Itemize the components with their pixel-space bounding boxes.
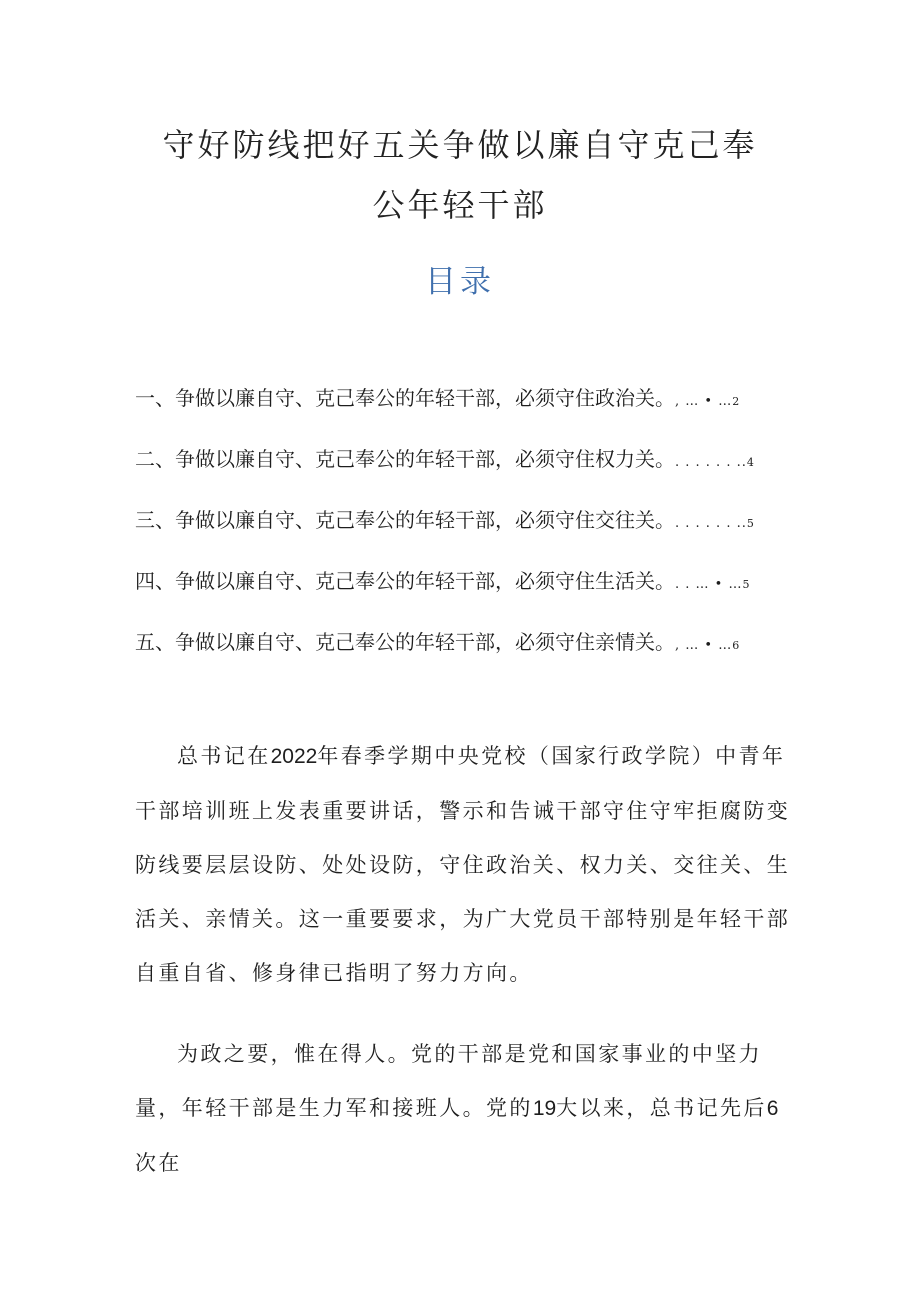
toc-entry[interactable] bbox=[135, 622, 815, 683]
para2-text-a: 为政之要，惟在得人。党的干部是党和国家事业的中坚力量，年轻干部是生力军和接班人。党的 bbox=[135, 1042, 762, 1120]
toc-entry-text: 二、争做以廉自守、克己奉公的年轻干部，必须守住权力关。 bbox=[135, 447, 675, 471]
para2-text-c: 次在 bbox=[135, 1151, 182, 1175]
toc-entry[interactable] bbox=[135, 439, 815, 500]
toc-entry-leader: , … • … bbox=[675, 394, 733, 409]
toc-entry-page: 6 bbox=[732, 639, 740, 652]
para1-year: 2022 bbox=[270, 745, 318, 768]
toc-entry-text: 一、争做以廉自守、克己奉公的年轻干部，必须守住政治关。 bbox=[135, 386, 675, 410]
toc-entry[interactable] bbox=[135, 500, 815, 561]
toc-entry-leader: . . . . . . .. bbox=[675, 516, 747, 531]
body-paragraph-2 bbox=[135, 1027, 800, 1190]
para1-text-b: 年春季学期中央党校（国家行政学院）中青年干部培训班上发表重要讲话，警示和告诫干部守住守牢拒腐防变防线要层层设防、处处设防，守住政治关、权力关、交往关、生活关、亲情关。这一重要要求，为广大党员干部特别是年轻干部自重自省、修身律已指明了努力方向。 bbox=[135, 744, 791, 985]
toc-entry[interactable] bbox=[135, 378, 815, 439]
toc-entry-page: 5 bbox=[742, 578, 750, 591]
toc-entry-page: 4 bbox=[746, 456, 754, 469]
document-title-line-1: 守好防线把好五关争做以廉自守克己奉 bbox=[162, 126, 758, 164]
toc-entry-leader: , … • … bbox=[675, 638, 733, 653]
toc-entry-leader: . . . . . . .. bbox=[675, 455, 747, 470]
toc-entry-page: 5 bbox=[746, 517, 754, 530]
table-of-contents bbox=[135, 378, 815, 683]
para2-text-b: 大以来，总书记先后 bbox=[556, 1096, 767, 1120]
toc-entry-text: 五、争做以廉自守、克己奉公的年轻干部，必须守住亲情关。 bbox=[135, 630, 675, 654]
para2-number-1: 19 bbox=[532, 1097, 557, 1120]
toc-entry-page: 2 bbox=[732, 395, 740, 408]
toc-entry-text: 三、争做以廉自守、克己奉公的年轻干部，必须守住交往关。 bbox=[135, 508, 675, 532]
body-paragraph-1 bbox=[135, 729, 800, 1000]
toc-entry[interactable] bbox=[135, 561, 815, 622]
toc-heading: 目录 bbox=[425, 264, 495, 300]
para1-text-a: 总书记在 bbox=[177, 744, 271, 768]
para2-number-2: 6 bbox=[766, 1097, 779, 1120]
toc-entry-leader: . . … • … bbox=[675, 577, 743, 592]
toc-entry-text: 四、争做以廉自守、克己奉公的年轻干部，必须守住生活关。 bbox=[135, 569, 675, 593]
document-title-line-2: 公年轻干部 bbox=[372, 186, 548, 224]
